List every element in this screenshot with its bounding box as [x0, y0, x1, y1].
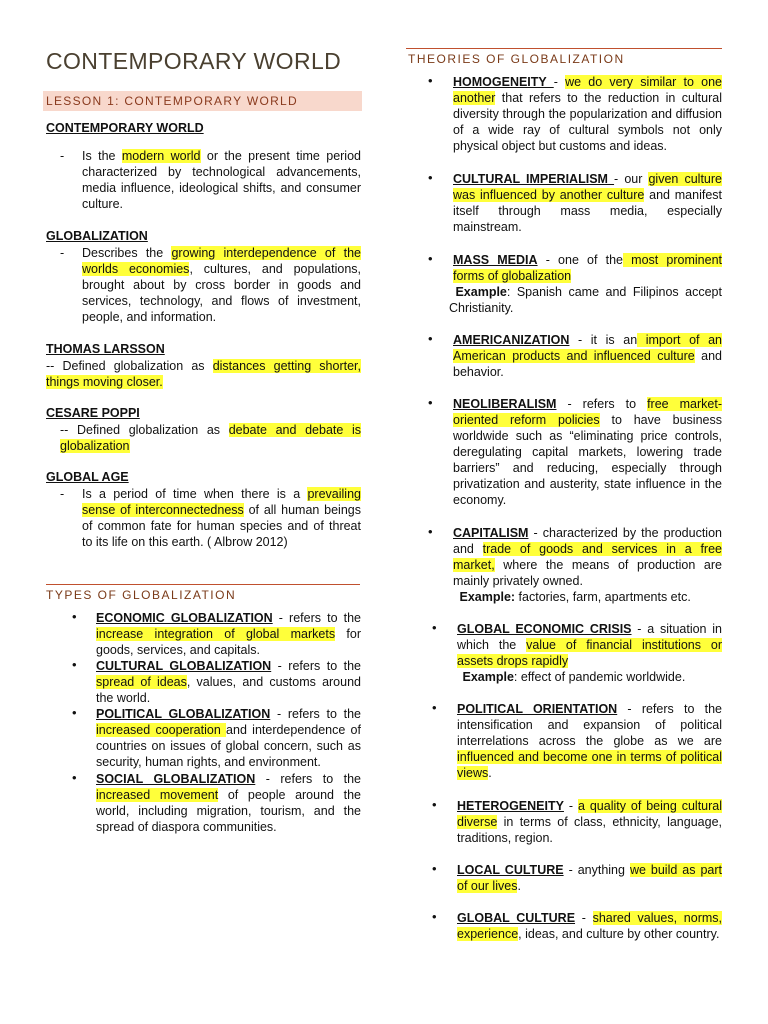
- text: - characterized by the production and: [453, 526, 722, 556]
- bullet-dot: •: [428, 524, 433, 539]
- bullet-dot: •: [428, 251, 433, 266]
- globalization-definition: [82, 245, 361, 325]
- theory-item: [457, 910, 722, 942]
- text: -- Defined globalization as: [60, 423, 229, 437]
- bullet-dot: •: [432, 620, 437, 635]
- dash-bullet: -: [60, 487, 65, 501]
- bullet-dot: •: [432, 861, 437, 876]
- highlight: free market-oriented reform policies: [453, 397, 722, 427]
- bullet-dot: •: [72, 705, 77, 720]
- theory-item: [449, 252, 722, 316]
- poppi-definition: [60, 422, 361, 454]
- type-item: [96, 610, 361, 658]
- theory-term: HOMOGENEITY: [453, 75, 554, 89]
- theory-term: CAPITALISM: [453, 526, 529, 540]
- example-label: Example: [462, 670, 514, 684]
- highlight: increased movement: [96, 788, 219, 802]
- example-text: factories, farm, apartments etc.: [515, 590, 691, 604]
- highlight: debate and debate is globalization: [60, 423, 361, 453]
- text: .: [517, 879, 521, 893]
- text: of all human beings of common fate for human species and of threat to its life on this earth. ( Albrow 2012): [82, 503, 361, 549]
- text: - a situation in which the: [457, 622, 722, 652]
- text: - refers to the: [272, 611, 361, 625]
- text: for goods, services, and capitals.: [96, 627, 361, 657]
- bullet-dot: •: [428, 73, 433, 88]
- example-line: [456, 589, 722, 605]
- text: -: [575, 911, 593, 925]
- type-item: [96, 771, 361, 835]
- text: , values, and customs around the world.: [96, 675, 361, 705]
- text: -- Defined globalization as: [46, 359, 213, 373]
- example-label: Example: [455, 285, 507, 299]
- text: , cultures, and populations, brought about by cross border in goods and services, technology, and flows of investment, people, and information.: [82, 262, 361, 324]
- theory-term: CULTURAL IMPERIALISM: [453, 172, 615, 186]
- type-term: ECONOMIC GLOBALIZATION: [96, 611, 273, 625]
- highlight: shared values, norms, experience: [457, 911, 722, 941]
- dash-bullet: -: [60, 149, 65, 163]
- highlight: most prominent forms of globalization: [453, 253, 722, 283]
- theory-term: POLITICAL ORIENTATION: [457, 702, 618, 716]
- type-item: [96, 706, 361, 770]
- theory-term: MASS MEDIA: [453, 253, 538, 267]
- text: or the present time period characterized by technological advancements, media influence, ideological shifts, and consumer culture.: [82, 149, 361, 211]
- bullet-dot: •: [72, 609, 77, 624]
- bullet-dot: •: [428, 395, 433, 410]
- highlight: value of financial institutions or assets drops rapidly: [457, 638, 722, 668]
- text: and behavior.: [453, 349, 722, 379]
- text: , ideas, and culture by other country.: [518, 927, 720, 941]
- text: -: [553, 75, 566, 89]
- highlight: modern world: [121, 149, 201, 163]
- example-line: [449, 284, 722, 316]
- text: to have business worldwide such as “eliminating price controls, deregulating capital markets, lowering trade barriers” and reducing, especially through privatization and austerity, state influence in the economy.: [453, 413, 722, 507]
- highlight: growing interdependence of the worlds economies: [82, 246, 361, 276]
- heading-theories-of-globalization: THEORIES OF GLOBALIZATION: [408, 52, 625, 66]
- text: Is a period of time when there is a: [82, 487, 308, 501]
- page-title: CONTEMPORARY WORLD: [46, 48, 342, 74]
- text: and interdependence of countries on issues of global concern, such as security, human rights, and environment.: [96, 723, 361, 769]
- theory-term: GLOBAL ECONOMIC CRISIS: [457, 622, 632, 636]
- theory-item: [457, 701, 722, 781]
- example-label: Example:: [459, 590, 516, 604]
- example-text: : Spanish came and Filipinos accept Christianity.: [449, 285, 722, 315]
- bullet-dot: •: [432, 700, 437, 715]
- text: where the means of production are mainly privately owned.: [453, 558, 722, 588]
- theory-term: HETEROGENEITY: [457, 799, 564, 813]
- theory-term: LOCAL CULTURE: [457, 863, 564, 877]
- text: -: [563, 799, 578, 813]
- text: - refers to the intensification and expansion of political interrelations across the globe as we are: [457, 702, 723, 748]
- text: and manifest itself through mass media, especially mainstream.: [453, 188, 722, 234]
- highlight: trade of goods and services in a free market,: [453, 542, 722, 572]
- text: - refers to the: [255, 772, 362, 786]
- type-term: POLITICAL GLOBALIZATION: [96, 707, 271, 721]
- theory-term: AMERICANIZATION: [453, 333, 570, 347]
- highlight: a quality of being cultural diverse: [457, 799, 723, 829]
- highlight: spread of ideas: [96, 675, 187, 689]
- section-divider: [46, 584, 360, 585]
- theory-item: [453, 332, 722, 380]
- text: - refers to: [556, 397, 648, 411]
- type-item: [96, 658, 361, 706]
- dash-bullet: -: [60, 246, 65, 260]
- highlight: we do very similar to one another: [453, 75, 722, 105]
- highlight: influenced and become one in terms of political views: [457, 750, 722, 780]
- text: that refers to the reduction in cultural diversity through the popularization and diffusion of a wide ray of cultural symbols not only physical object but customs and ideas.: [453, 91, 722, 153]
- global-age-definition: [82, 486, 361, 550]
- text: of people around the world, including migration, tourism, and the spread of diaspora communities.: [96, 788, 362, 834]
- highlight: distances getting shorter, things moving closer.: [46, 359, 361, 389]
- text: .: [488, 766, 492, 780]
- theory-item: [457, 862, 722, 894]
- theory-item: [453, 74, 722, 154]
- type-term: SOCIAL GLOBALIZATION: [96, 772, 256, 786]
- highlight: prevailing sense of interconnectedness: [82, 487, 361, 517]
- highlight: given culture was influenced by another culture: [453, 172, 722, 202]
- bullet-dot: •: [432, 909, 437, 924]
- bullet-dot: •: [432, 797, 437, 812]
- highlight: increase integration of global markets: [96, 627, 336, 641]
- text: in terms of class, ethnicity, language, traditions, region.: [457, 815, 722, 845]
- text: - anything: [563, 863, 630, 877]
- bullet-dot: •: [72, 770, 77, 785]
- bullet-dot: •: [428, 170, 433, 185]
- heading-cesare-poppi: CESARE POPPI: [46, 406, 140, 420]
- lesson-banner: LESSON 1: CONTEMPORARY WORLD: [43, 91, 362, 111]
- highlight: increased cooperation: [96, 723, 227, 737]
- bullet-dot: •: [72, 657, 77, 672]
- text: - one of the: [537, 253, 624, 267]
- highlight: import of an American products and influenced culture: [453, 333, 722, 363]
- heading-globalization: GLOBALIZATION: [46, 229, 148, 243]
- theory-item: [453, 171, 722, 235]
- highlight: we build as part of our lives: [457, 863, 722, 893]
- theory-item: [453, 525, 722, 605]
- text: - refers to the: [271, 659, 361, 673]
- heading-contemporary-world: CONTEMPORARY WORLD: [46, 121, 204, 135]
- heading-types-of-globalization: TYPES OF GLOBALIZATION: [46, 588, 237, 602]
- text: - our: [614, 172, 649, 186]
- example-text: : effect of pandemic worldwide.: [513, 670, 686, 684]
- theory-item: [457, 621, 722, 685]
- heading-thomas-larsson: THOMAS LARSSON: [46, 342, 165, 356]
- contemporary-world-definition: [82, 148, 361, 212]
- theory-term: NEOLIBERALISM: [453, 397, 557, 411]
- text: - refers to the: [270, 707, 361, 721]
- larsson-definition: [46, 358, 361, 390]
- theory-item: [457, 798, 722, 846]
- theory-item: [453, 396, 722, 508]
- bullet-dot: •: [428, 331, 433, 346]
- heading-global-age: GLOBAL AGE: [46, 470, 129, 484]
- section-divider: [406, 48, 722, 49]
- text: Is the: [82, 149, 122, 163]
- type-term: CULTURAL GLOBALIZATION: [96, 659, 272, 673]
- text: Describes the: [82, 246, 172, 260]
- theory-term: GLOBAL CULTURE: [457, 911, 576, 925]
- example-line: [459, 669, 722, 685]
- text: - it is an: [569, 333, 638, 347]
